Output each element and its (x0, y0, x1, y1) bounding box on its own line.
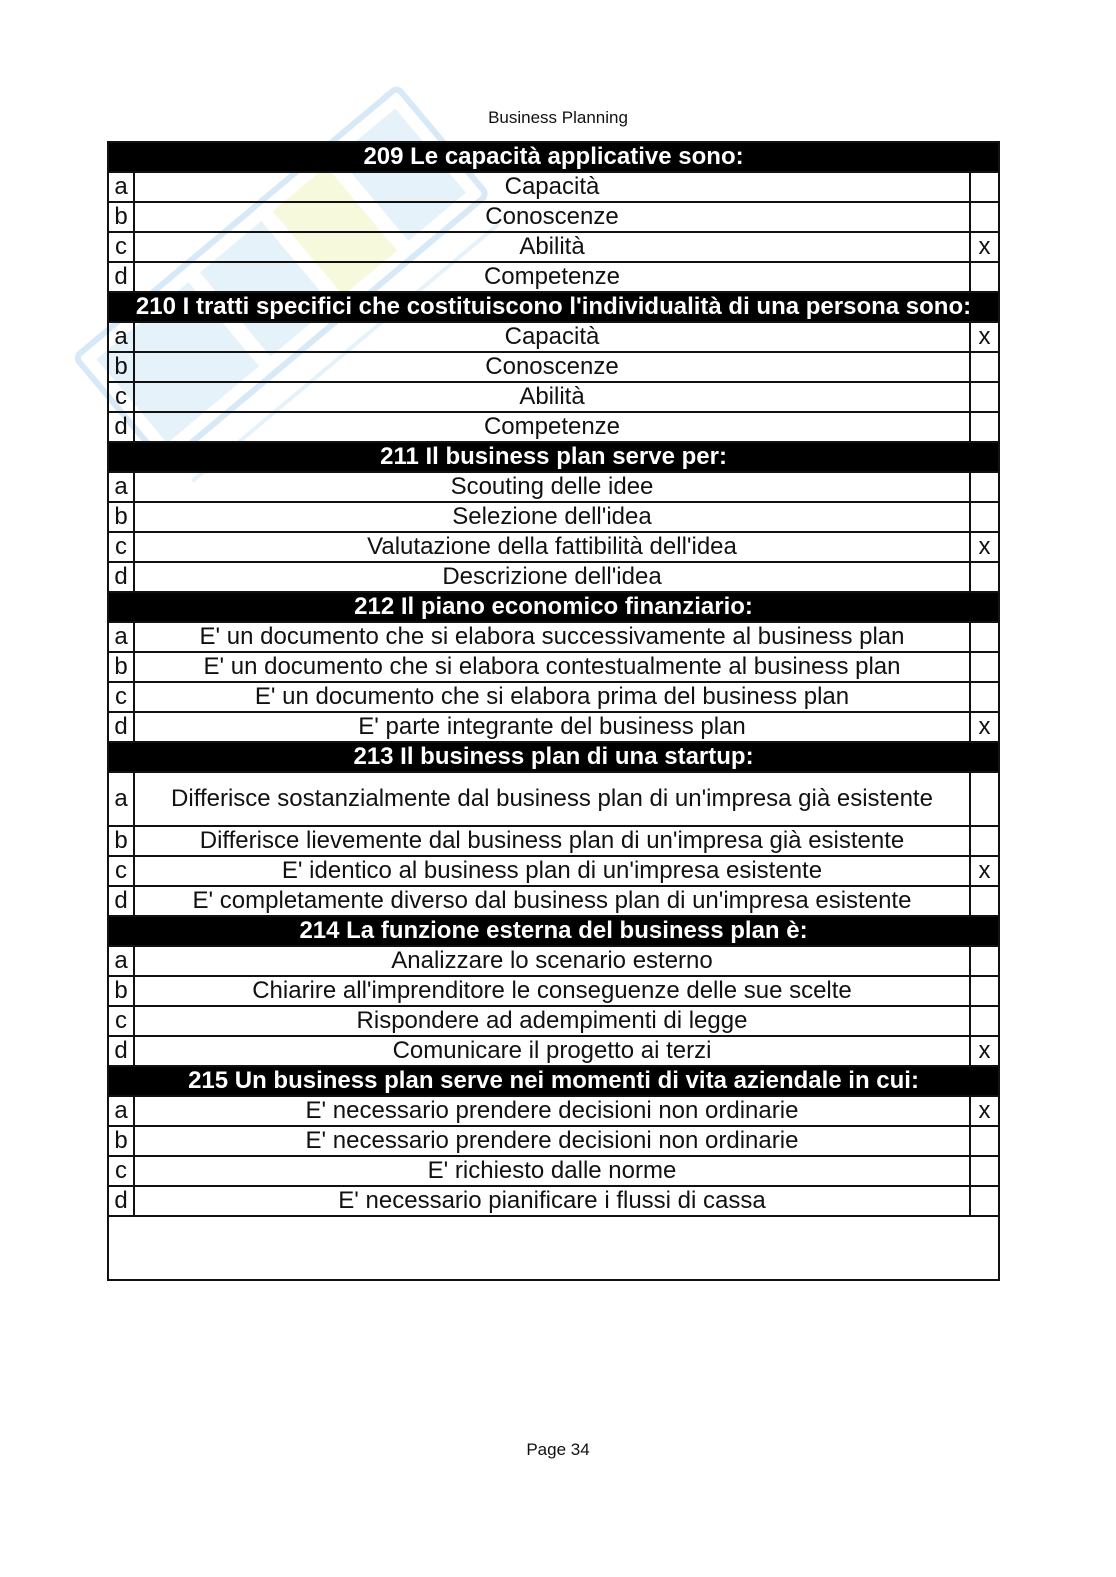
option-text: Abilità (134, 232, 970, 262)
empty-row (108, 1216, 999, 1280)
answer-mark (970, 1186, 999, 1216)
answer-mark (970, 562, 999, 592)
question-text: 215 Un business plan serve nei momenti di vita aziendale in cui: (108, 1066, 999, 1096)
question-text: 212 Il piano economico finanziario: (108, 592, 999, 622)
option-text: Scouting delle idee (134, 472, 970, 502)
option-letter: b (108, 352, 134, 382)
answer-mark (970, 382, 999, 412)
option-row (108, 976, 999, 1006)
option-letter: a (108, 472, 134, 502)
option-row (108, 682, 999, 712)
answer-mark (970, 262, 999, 292)
answer-mark (970, 1156, 999, 1186)
question-row (108, 1066, 999, 1096)
answer-mark: x (970, 856, 999, 886)
page-header: Business Planning (488, 108, 628, 127)
answer-mark: x (970, 712, 999, 742)
option-row (108, 622, 999, 652)
option-text: E' richiesto dalle norme (134, 1156, 970, 1186)
option-letter: c (108, 856, 134, 886)
option-row (108, 562, 999, 592)
question-text: 211 Il business plan serve per: (108, 442, 999, 472)
option-row (108, 1006, 999, 1036)
option-letter: d (108, 886, 134, 916)
option-row (108, 472, 999, 502)
option-text: Abilità (134, 382, 970, 412)
question-row (108, 916, 999, 946)
option-text: E' completamente diverso dal business plan di un'impresa esistente (134, 886, 970, 916)
option-letter: a (108, 1096, 134, 1126)
option-text: Differisce lievemente dal business plan di un'impresa già esistente (134, 826, 970, 856)
answer-mark: x (970, 322, 999, 352)
option-text: E' necessario pianificare i flussi di cassa (134, 1186, 970, 1216)
answer-mark (970, 622, 999, 652)
answer-mark (970, 352, 999, 382)
answer-mark: x (970, 1096, 999, 1126)
answer-mark (970, 502, 999, 532)
option-text: Valutazione della fattibilità dell'idea (134, 532, 970, 562)
option-row (108, 1096, 999, 1126)
option-letter: d (108, 562, 134, 592)
option-text: Competenze (134, 412, 970, 442)
answer-mark (970, 202, 999, 232)
question-text: 214 La funzione esterna del business plan è: (108, 916, 999, 946)
option-letter: a (108, 772, 134, 826)
option-row (108, 382, 999, 412)
question-row (108, 142, 999, 172)
option-row (108, 502, 999, 532)
option-letter: b (108, 976, 134, 1006)
option-text: Conoscenze (134, 352, 970, 382)
answer-mark (970, 826, 999, 856)
empty-cell (108, 1216, 999, 1280)
option-text: Analizzare lo scenario esterno (134, 946, 970, 976)
option-text: Capacità (134, 172, 970, 202)
option-text: E' un documento che si elabora prima del business plan (134, 682, 970, 712)
option-row (108, 352, 999, 382)
option-text: E' un documento che si elabora successivamente al business plan (134, 622, 970, 652)
option-letter: b (108, 652, 134, 682)
option-row (108, 886, 999, 916)
option-row (108, 826, 999, 856)
option-row (108, 772, 999, 826)
question-row (108, 742, 999, 772)
option-row (108, 262, 999, 292)
option-text: Rispondere ad adempimenti di legge (134, 1006, 970, 1036)
option-letter: d (108, 712, 134, 742)
answer-mark (970, 652, 999, 682)
answer-mark: x (970, 532, 999, 562)
question-text: 213 Il business plan di una startup: (108, 742, 999, 772)
option-text: E' un documento che si elabora contestualmente al business plan (134, 652, 970, 682)
question-text: 210 I tratti specifici che costituiscono l'individualità di una persona sono: (108, 292, 999, 322)
answer-mark (970, 1006, 999, 1036)
option-row (108, 856, 999, 886)
quiz-table (107, 141, 1000, 1281)
question-row (108, 442, 999, 472)
option-text: Comunicare il progetto ai terzi (134, 1036, 970, 1066)
option-row (108, 232, 999, 262)
answer-mark (970, 886, 999, 916)
question-text: 209 Le capacità applicative sono: (108, 142, 999, 172)
option-letter: a (108, 622, 134, 652)
option-row (108, 1126, 999, 1156)
option-row (108, 1186, 999, 1216)
option-letter: d (108, 1036, 134, 1066)
option-row (108, 412, 999, 442)
option-row (108, 202, 999, 232)
option-letter: d (108, 412, 134, 442)
option-text: Capacità (134, 322, 970, 352)
option-letter: c (108, 532, 134, 562)
option-letter: d (108, 262, 134, 292)
answer-mark (970, 1126, 999, 1156)
option-text: Selezione dell'idea (134, 502, 970, 532)
option-letter: c (108, 232, 134, 262)
option-letter: b (108, 1126, 134, 1156)
option-text: E' necessario prendere decisioni non ordinarie (134, 1126, 970, 1156)
option-letter: b (108, 826, 134, 856)
option-text: E' parte integrante del business plan (134, 712, 970, 742)
answer-mark (970, 946, 999, 976)
option-letter: b (108, 502, 134, 532)
option-text: Competenze (134, 262, 970, 292)
option-row (108, 652, 999, 682)
option-letter: c (108, 1006, 134, 1036)
option-letter: c (108, 382, 134, 412)
option-text: E' necessario prendere decisioni non ordinarie (134, 1096, 970, 1126)
answer-mark: x (970, 1036, 999, 1066)
answer-mark (970, 682, 999, 712)
option-text: Descrizione dell'idea (134, 562, 970, 592)
option-letter: b (108, 202, 134, 232)
option-text: E' identico al business plan di un'impresa esistente (134, 856, 970, 886)
answer-mark (970, 772, 999, 826)
option-row (108, 172, 999, 202)
option-row (108, 532, 999, 562)
option-row (108, 322, 999, 352)
answer-mark: x (970, 232, 999, 262)
option-row (108, 712, 999, 742)
answer-mark (970, 472, 999, 502)
option-letter: a (108, 322, 134, 352)
answer-mark (970, 172, 999, 202)
page-number: Page 34 (526, 1440, 590, 1459)
answer-mark (970, 976, 999, 1006)
option-row (108, 946, 999, 976)
option-letter: c (108, 682, 134, 712)
option-letter: a (108, 946, 134, 976)
option-text: Differisce sostanzialmente dal business plan di un'impresa già esistente (134, 772, 970, 826)
option-letter: d (108, 1186, 134, 1216)
option-row (108, 1156, 999, 1186)
option-row (108, 1036, 999, 1066)
option-text: Chiarire all'imprenditore le conseguenze delle sue scelte (134, 976, 970, 1006)
option-letter: a (108, 172, 134, 202)
option-text: Conoscenze (134, 202, 970, 232)
question-row (108, 292, 999, 322)
answer-mark (970, 412, 999, 442)
option-letter: c (108, 1156, 134, 1186)
question-row (108, 592, 999, 622)
